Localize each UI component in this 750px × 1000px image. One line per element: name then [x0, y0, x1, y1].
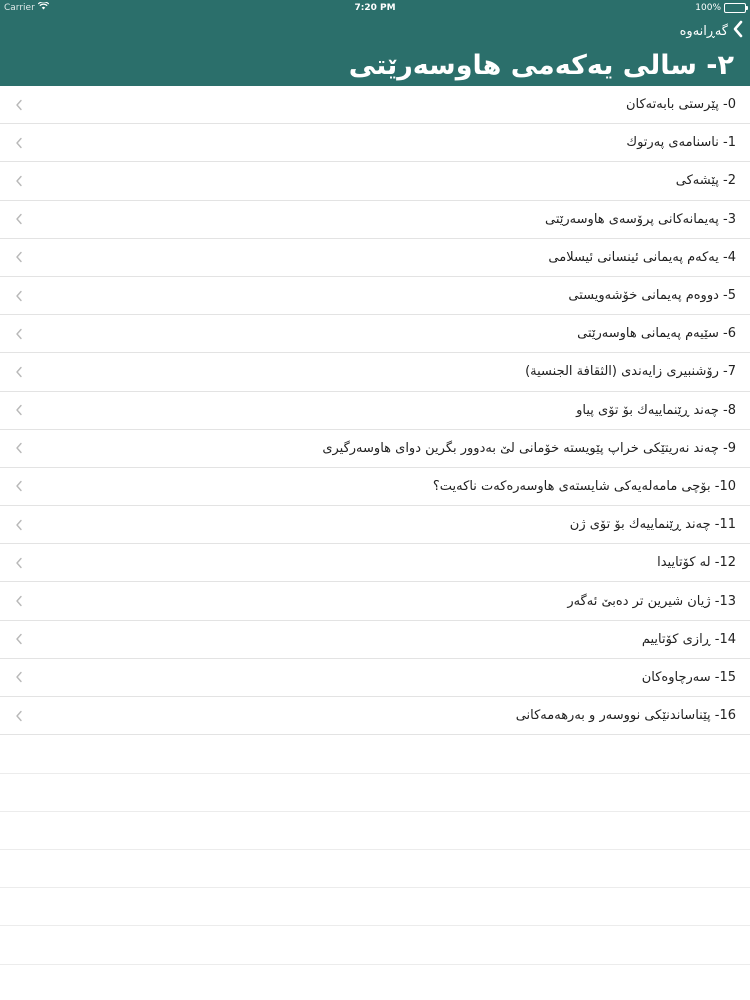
list-item[interactable] [0, 544, 750, 582]
empty-row [0, 735, 750, 773]
list-item-label: 15- سەرچاوەکان [641, 669, 736, 685]
battery-icon [724, 3, 746, 13]
list-item-label: 13- ژیان شیرین تر دەبێ ئەگەر [567, 593, 736, 609]
status-bar [0, 0, 750, 16]
chevron-left-icon [12, 403, 26, 417]
list-item-label: 0- پێرستی بابەتەکان [625, 97, 736, 113]
empty-row [0, 812, 750, 850]
chevron-left-icon [12, 98, 26, 112]
list-item-label: 6- سێیەم پەیمانی هاوسەرێتی [577, 326, 736, 342]
list-item[interactable] [0, 315, 750, 353]
list-item-label: 11- چەند ڕێنماییەك بۆ تۆی ژن [569, 517, 736, 533]
list-item[interactable] [0, 392, 750, 430]
chevron-left-icon [12, 365, 26, 379]
navigation-header [0, 0, 750, 86]
back-button-label: گەڕانەوە [679, 23, 728, 39]
carrier-label: Carrier [4, 3, 35, 13]
chevron-left-icon [12, 289, 26, 303]
chevron-left-icon [12, 212, 26, 226]
chevron-left-icon [12, 670, 26, 684]
chevron-left-icon [12, 632, 26, 646]
list-item-label: 5- دووەم پەیمانی خۆشەویستی [568, 288, 736, 304]
list-item-label: 12- لە کۆتاییدا [657, 555, 736, 571]
list-item[interactable] [0, 86, 750, 124]
list-item[interactable] [0, 201, 750, 239]
list-item[interactable] [0, 430, 750, 468]
chevron-left-icon [12, 556, 26, 570]
list-item[interactable] [0, 239, 750, 277]
list-item-label: 9- چەند نەریتێکی خراپ پێویستە خۆمانی لێ بەدوور بگرین دوای هاوسەرگیری [322, 440, 736, 456]
list-item[interactable] [0, 353, 750, 391]
chevron-left-icon [12, 518, 26, 532]
list-item[interactable] [0, 277, 750, 315]
empty-row [0, 850, 750, 888]
list-item[interactable] [0, 468, 750, 506]
status-time: 7:20 PM [354, 3, 396, 13]
chevron-left-icon [12, 594, 26, 608]
chevron-left-icon [12, 250, 26, 264]
status-right [695, 0, 746, 16]
list-item[interactable] [0, 697, 750, 735]
list-item-label: 1- ناسنامەی پەرتوك [626, 135, 736, 151]
list-item-label: 14- ڕازی کۆتاییم [641, 631, 736, 647]
list-item[interactable] [0, 582, 750, 620]
list-item[interactable] [0, 506, 750, 544]
chevron-left-icon [12, 479, 26, 493]
list-item[interactable] [0, 621, 750, 659]
back-button[interactable] [680, 18, 744, 44]
empty-list-area [0, 735, 750, 964]
empty-row [0, 888, 750, 926]
list-item-label: 4- یەکەم پەیمانی ئینسانی ئیسلامی [548, 249, 736, 265]
page-title: ٢- سالی یەکەمی هاوسەرێتی [348, 50, 734, 81]
empty-row [0, 774, 750, 812]
list-item[interactable] [0, 124, 750, 162]
empty-row [0, 926, 750, 964]
list-item-label: 3- پەیمانەکانی پرۆسەی هاوسەرێتی [545, 211, 736, 227]
list-item-label: 8- چەند ڕێنماییەك بۆ تۆی پیاو [576, 402, 736, 418]
chevron-left-icon [12, 174, 26, 188]
list-item-label: 16- پێناساندنێکی نووسەر و بەرهەمەکانی [515, 708, 736, 724]
chapter-list [0, 86, 750, 735]
chevron-left-icon [12, 327, 26, 341]
list-item[interactable] [0, 659, 750, 697]
battery-percent: 100% [695, 3, 721, 13]
chevron-back-icon [732, 20, 744, 42]
list-item[interactable] [0, 162, 750, 200]
chevron-left-icon [12, 441, 26, 455]
list-item-label: 2- پێشەکی [675, 173, 736, 189]
list-item-label: 7- رۆشنبیری زایەندی (الثقافة الجنسية) [525, 364, 736, 380]
list-item-label: 10- بۆچی مامەلەیەکی شایستەی هاوسەرەکەت ناکەیت؟ [432, 478, 736, 494]
chevron-left-icon [12, 709, 26, 723]
chevron-left-icon [12, 136, 26, 150]
